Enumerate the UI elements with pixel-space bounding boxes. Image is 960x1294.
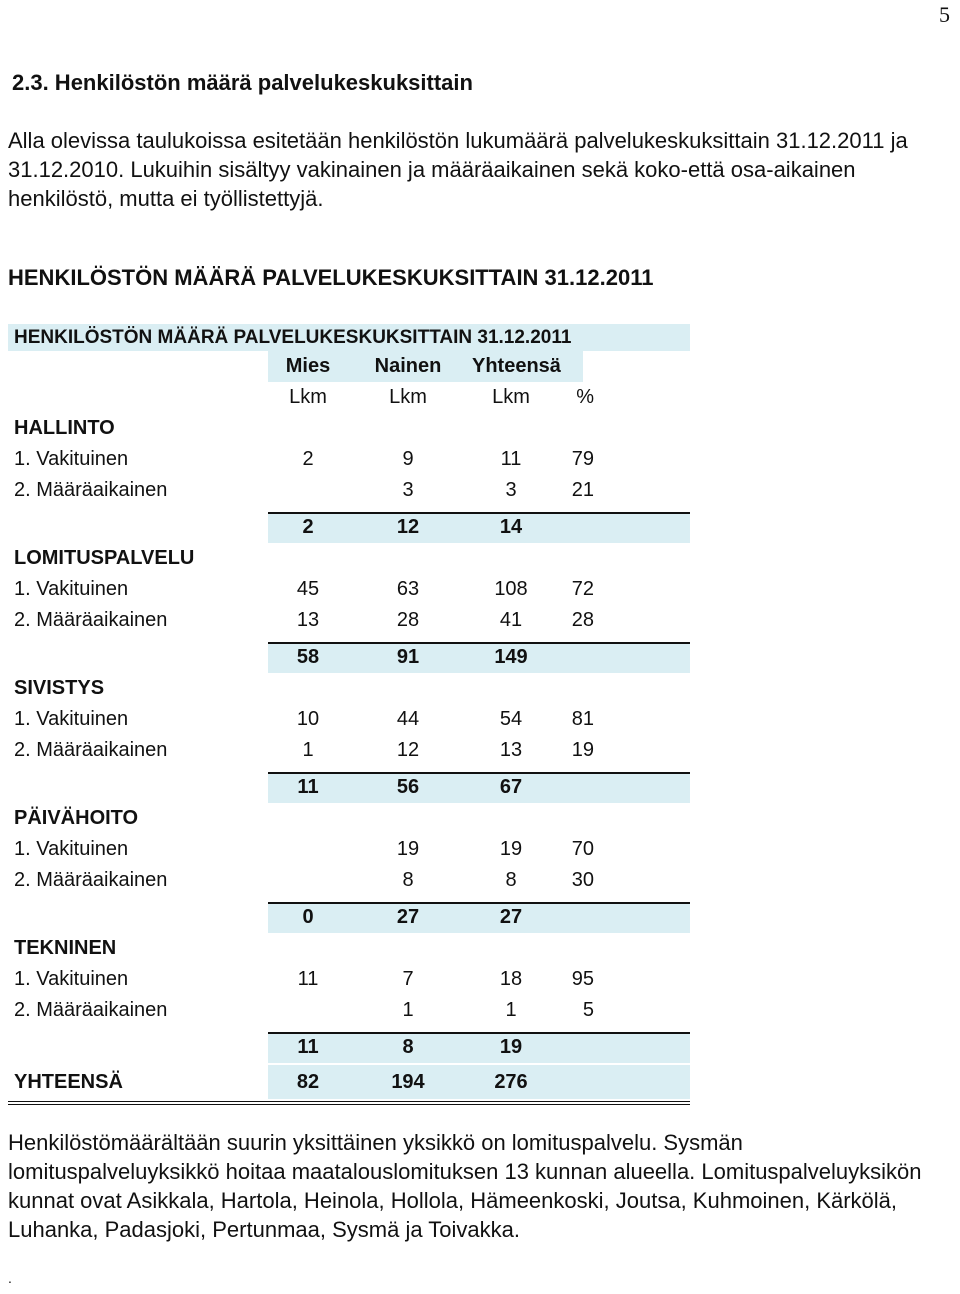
row-label: 1. Vakituinen (14, 578, 129, 600)
closing-paragraph: Henkilöstömäärältään suurin yksittäinen yksikkö on lomituspalvelu. Sysmän lomituspalveluyksikkö hoitaa maatalouslomituksen 13 kunnan alueella. Lomituspalveluyksikön kunnat ovat Asikkala, Hartola, Heinola, Hollola, Hämeenkoski, Joutsa, Kuhmoinen, Kärkölä, Luhanka, Padasjoki, Pertunmaa, Sysmä ja Toivakka. (8, 1130, 922, 1242)
unit-label: Lkm (289, 386, 327, 408)
cell-nainen: 9 (402, 448, 414, 470)
cell-yhteensa: 1 (505, 999, 517, 1021)
table-caption: HENKILÖSTÖN MÄÄRÄ PALVELUKESKUKSITTAIN 31.12.2011 (14, 327, 572, 348)
table-row (8, 605, 690, 636)
cell-yhteensa: 54 (499, 708, 523, 730)
cell-mies: 13 (296, 609, 320, 631)
page-number: 5 (939, 2, 950, 27)
group-header-row (8, 673, 690, 704)
row-label: 1. Vakituinen (14, 708, 129, 730)
table-row (8, 735, 690, 766)
section-heading: 2.3. Henkilöstön määrä palvelukeskuksittain (12, 70, 473, 95)
cell-yhteensa: 13 (499, 739, 523, 761)
subtotal-cell: 56 (396, 776, 420, 798)
group-name: HALLINTO (14, 417, 115, 439)
subtotal-cell: 8 (402, 1036, 414, 1058)
table-caption-row (8, 324, 690, 351)
group-header-row (8, 803, 690, 834)
group-name: TEKNINEN (14, 937, 117, 959)
unit-label: Lkm (389, 386, 427, 408)
cell-nainen: 63 (396, 578, 420, 600)
cell-yhteensa: 3 (505, 479, 517, 501)
staff-table (8, 324, 690, 1105)
grand-total-row (8, 1065, 690, 1105)
grand-total-label: YHTEENSÄ (14, 1071, 123, 1093)
group-name: PÄIVÄHOITO (14, 807, 139, 829)
cell-mies: 11 (297, 968, 319, 990)
cell-percent: 95 (571, 968, 594, 990)
intro-paragraph: Alla olevissa taulukoissa esitetään henkilöstön lukumäärä palvelukeskuksittain 31.12.2011 ja 31.12.2010. Lukuihin sisältyy vakinainen ja määräaikainen sekä koko-että osa-aikainen henkilöstö, mutta ei työllistettyjä. (8, 128, 908, 211)
table-row (8, 574, 690, 605)
group-header-row (8, 933, 690, 964)
unit-row (8, 382, 690, 413)
table-row (8, 995, 690, 1026)
row-label: 2. Määräaikainen (14, 869, 168, 891)
subtotal-row (8, 512, 690, 543)
subtotal-cell: 14 (499, 516, 523, 538)
subtotal-cell: 91 (396, 646, 420, 668)
row-label: 2. Määräaikainen (14, 999, 168, 1021)
subtotal-row (8, 642, 690, 673)
unit-label: % (576, 386, 594, 408)
cell-nainen: 8 (402, 869, 414, 891)
cell-mies: 45 (296, 578, 320, 600)
group-name: SIVISTYS (14, 677, 105, 699)
cell-percent: 70 (571, 838, 594, 860)
subtotal-cell: 19 (499, 1036, 523, 1058)
subtotal-row (8, 1032, 690, 1063)
cell-percent: 21 (571, 479, 594, 501)
subtotal-row (8, 902, 690, 933)
cell-nainen: 44 (396, 708, 420, 730)
row-label: 1. Vakituinen (14, 448, 129, 470)
subtotal-cell: 27 (499, 906, 523, 928)
cell-percent: 19 (571, 739, 594, 761)
cell-nainen: 19 (396, 838, 420, 860)
cell-yhteensa: 11 (500, 448, 522, 470)
column-header-row (8, 351, 690, 382)
row-label: 2. Määräaikainen (14, 739, 168, 761)
subtotal-cell: 2 (302, 516, 314, 538)
cell-yhteensa: 19 (499, 838, 523, 860)
group-name: LOMITUSPALVELU (14, 547, 195, 569)
table-row (8, 865, 690, 896)
cell-nainen: 7 (402, 968, 414, 990)
subtotal-row (8, 772, 690, 803)
grand-total-cell: 82 (296, 1071, 320, 1093)
subtotal-cell: 0 (302, 906, 314, 928)
column-header-yhteensa: Yhteensä (472, 355, 561, 377)
cell-nainen: 1 (402, 999, 414, 1021)
row-label: 2. Määräaikainen (14, 609, 168, 631)
grand-total-cell: 276 (494, 1071, 528, 1093)
cell-nainen: 28 (396, 609, 420, 631)
cell-percent: 28 (571, 609, 594, 631)
table-title: HENKILÖSTÖN MÄÄRÄ PALVELUKESKUKSITTAIN 31.12.2011 (8, 265, 654, 290)
cell-percent: 79 (571, 448, 594, 470)
cell-percent: 81 (571, 708, 594, 730)
cell-nainen: 12 (396, 739, 420, 761)
subtotal-cell: 67 (499, 776, 523, 798)
subtotal-cell: 11 (297, 1036, 319, 1058)
subtotal-cell: 11 (297, 776, 319, 798)
table-row (8, 964, 690, 995)
row-label: 2. Määräaikainen (14, 479, 168, 501)
subtotal-cell: 149 (494, 646, 528, 668)
cell-mies: 2 (302, 448, 314, 470)
subtotal-cell: 27 (396, 906, 420, 928)
cell-nainen: 3 (402, 479, 414, 501)
group-header-row (8, 413, 690, 444)
table-row (8, 475, 690, 506)
table-row (8, 834, 690, 865)
cell-yhteensa: 8 (505, 869, 517, 891)
grand-total-cell: 194 (391, 1071, 425, 1093)
stray-mark: . (8, 1270, 12, 1286)
unit-label: Lkm (492, 386, 530, 408)
group-header-row (8, 543, 690, 574)
cell-percent: 72 (571, 578, 594, 600)
cell-yhteensa: 108 (494, 578, 528, 600)
column-header-mies: Mies (285, 355, 331, 377)
row-label: 1. Vakituinen (14, 838, 129, 860)
cell-yhteensa: 41 (499, 609, 523, 631)
cell-yhteensa: 18 (499, 968, 523, 990)
subtotal-cell: 58 (296, 646, 320, 668)
row-label: 1. Vakituinen (14, 968, 129, 990)
subtotal-cell: 12 (396, 516, 420, 538)
cell-mies: 1 (302, 739, 314, 761)
column-header-nainen: Nainen (374, 355, 442, 377)
table-row (8, 444, 690, 475)
cell-percent: 30 (571, 869, 594, 891)
table-row (8, 704, 690, 735)
cell-percent: 5 (582, 999, 594, 1021)
cell-mies: 10 (296, 708, 320, 730)
